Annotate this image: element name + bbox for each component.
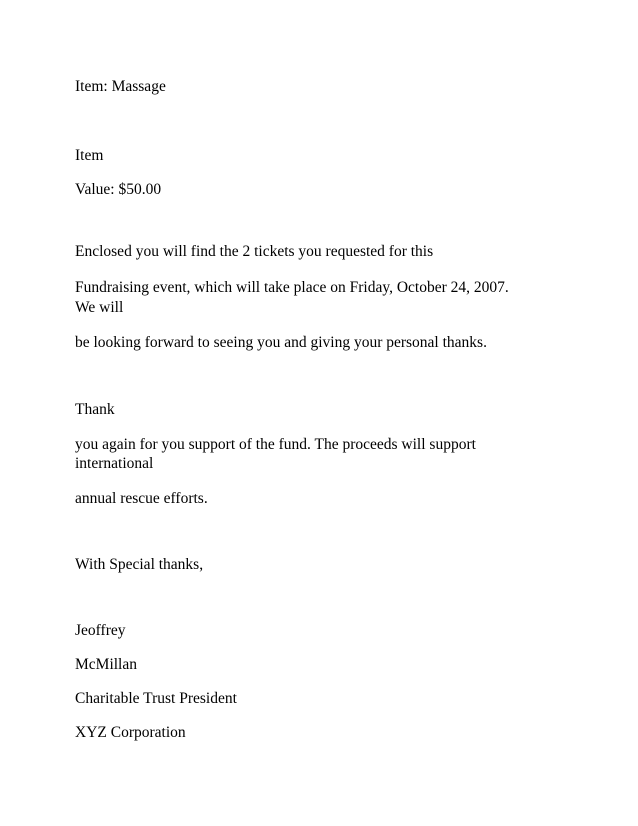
item-value: Value: $50.00 xyxy=(75,181,162,198)
signer-first-name: Jeoffrey xyxy=(75,622,126,639)
body-paragraph-1-line-4: be looking forward to seeing you and giving your personal thanks. xyxy=(75,334,487,351)
item-value-label: Item xyxy=(75,147,104,164)
body-paragraph-1-line-2: Fundraising event, which will take place on Friday, October 24, 2007. xyxy=(75,279,509,296)
closing: With Special thanks, xyxy=(75,556,204,573)
body-paragraph-2-line-2: you again for you support of the fund. The proceeds will support xyxy=(75,436,476,453)
body-paragraph-2-line-3: international xyxy=(75,455,154,472)
body-paragraph-2-line-4: annual rescue efforts. xyxy=(75,490,208,507)
body-paragraph-1-line-3: We will xyxy=(75,299,124,316)
signer-company: XYZ Corporation xyxy=(75,724,186,741)
body-paragraph-1-line-1: Enclosed you will find the 2 tickets you requested for this xyxy=(75,243,434,260)
signer-last-name: McMillan xyxy=(75,656,137,673)
signer-title: Charitable Trust President xyxy=(75,690,237,707)
item-name: Item: Massage xyxy=(75,78,166,95)
body-paragraph-2-line-1: Thank xyxy=(75,401,115,418)
